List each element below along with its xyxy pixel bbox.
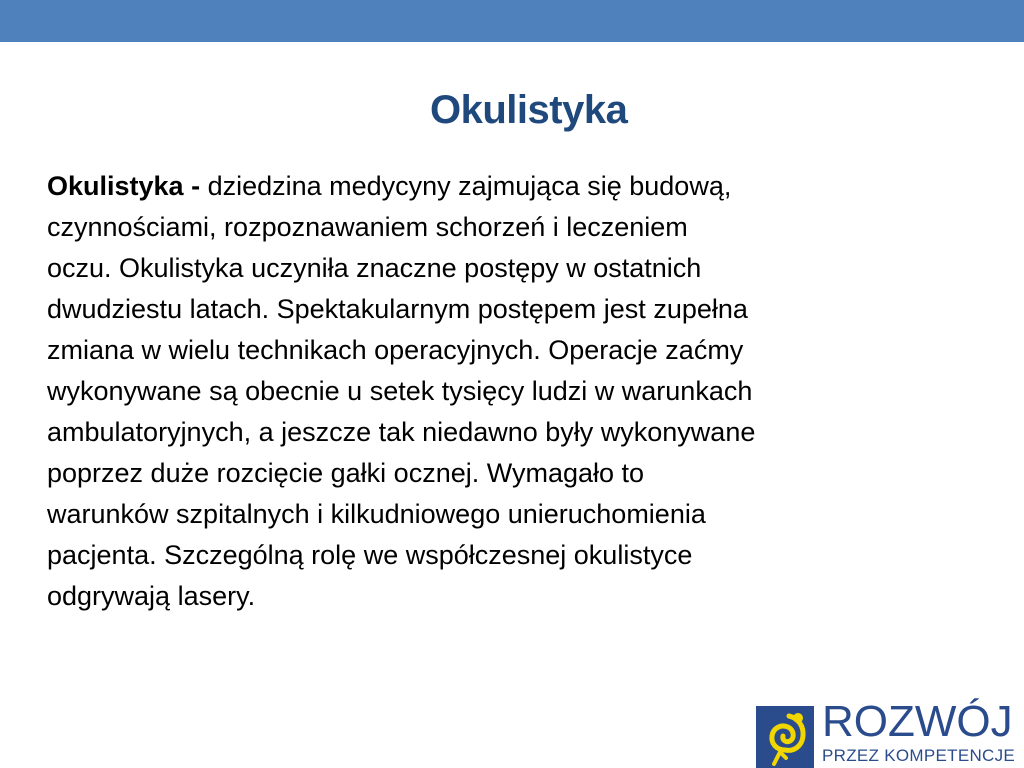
body-line-10: pacjenta. Szczególną rolę we współczesnej okulistyce xyxy=(47,540,693,570)
body-line-1 xyxy=(47,166,947,207)
rozwoj-logo xyxy=(756,697,1024,768)
slide-body-text xyxy=(47,166,947,617)
body-line-6: wykonywane są obecnie u setek tysięcy ludzi w warunkach xyxy=(47,376,753,406)
body-line-2: czynnościami, rozpoznawaniem schorzeń i leczeniem xyxy=(47,212,688,242)
logo-tagline: PRZEZ KOMPETENCJE xyxy=(822,746,1016,765)
body-line-11: odgrywają lasery. xyxy=(47,581,256,611)
body-line-8: poprzez duże rozcięcie gałki ocznej. Wymagało to xyxy=(47,458,645,488)
slide-title: Okulistyka xyxy=(430,88,628,132)
body-term: Okulistyka - xyxy=(47,171,201,201)
top-accent-bar xyxy=(0,0,1024,42)
spiral-person-icon xyxy=(756,706,814,768)
body-line-7: ambulatoryjnych, a jeszcze tak niedawno były wykonywane xyxy=(47,417,756,447)
body-line-5: zmiana w wielu technikach operacyjnych. Operacje zaćmy xyxy=(47,335,744,365)
body-line-9: warunków szpitalnych i kilkudniowego unieruchomienia xyxy=(47,499,706,529)
logo-name: ROZWÓJ xyxy=(822,697,1013,746)
body-line-3: oczu. Okulistyka uczyniła znaczne postępy w ostatnich xyxy=(47,253,702,283)
body-line-1-text: dziedzina medycyny zajmująca się budową, xyxy=(200,171,732,201)
body-line-4: dwudziestu latach. Spektakularnym postępem jest zupełna xyxy=(47,294,748,324)
